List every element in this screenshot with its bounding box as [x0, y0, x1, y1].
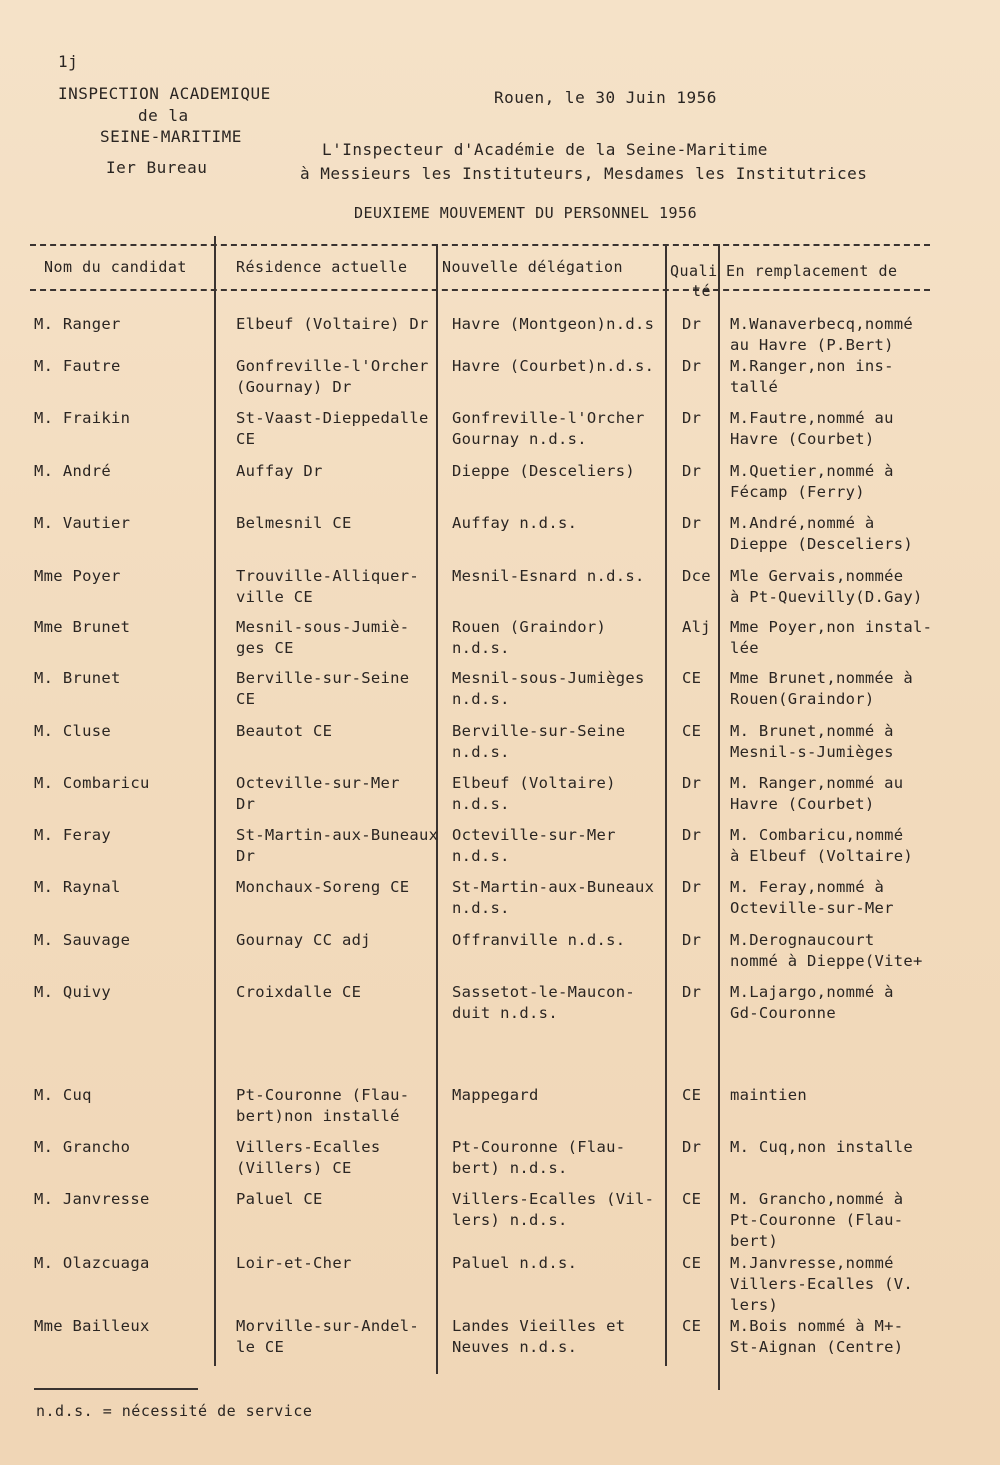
qualite: CE — [682, 1254, 702, 1272]
replacement-line: M. Ranger,nommé au — [730, 774, 904, 792]
replacement-line: M.Derognaucourt — [730, 931, 875, 949]
new-delegation-line: Landes Vieilles et — [452, 1317, 626, 1335]
new-delegation-line: Villers-Ecalles (Vil- — [452, 1190, 655, 1208]
current-residence-line: Croixdalle CE — [236, 983, 362, 1001]
table-row — [0, 1189, 1000, 1250]
new-delegation-line: lers) n.d.s. — [452, 1211, 568, 1229]
candidate-name: M. Vautier — [34, 514, 131, 532]
current-residence-line: Belmesnil CE — [236, 514, 352, 532]
replacement-line: Fécamp (Ferry) — [730, 483, 865, 501]
replacement-line: M.André,nommé à — [730, 514, 875, 532]
current-residence-line: Pt-Couronne (Flau- — [236, 1086, 410, 1104]
qualite: Dr — [682, 983, 702, 1001]
replacement-line: Villers-Ecalles (V. — [730, 1275, 914, 1293]
qualite: Dr — [682, 409, 702, 427]
new-delegation-line: Pt-Couronne (Flau- — [452, 1138, 626, 1156]
new-delegation-line: Berville-sur-Seine — [452, 722, 626, 740]
replacement-line: M.Wanaverbecq,nommé — [730, 315, 914, 333]
table-row — [0, 356, 1000, 408]
column-header-qualite-1: Quali — [670, 262, 718, 280]
replacement-line: Pt-Couronne (Flau- — [730, 1211, 904, 1229]
new-delegation-line: n.d.s. — [452, 690, 510, 708]
table-row — [0, 825, 1000, 877]
current-residence-line: Octeville-sur-Mer — [236, 774, 400, 792]
replacement-line: Dieppe (Desceliers) — [730, 535, 914, 553]
replacement-line: bert) — [730, 1232, 779, 1250]
current-residence-line: (Gournay) Dr — [236, 378, 352, 396]
issuer-line-2: de la — [138, 106, 189, 125]
current-residence-line: Berville-sur-Seine — [236, 669, 410, 687]
addressee-line-1: L'Inspecteur d'Académie de la Seine-Maritime — [322, 140, 768, 159]
new-delegation-line: bert) n.d.s. — [452, 1159, 568, 1177]
qualite: Dr — [682, 931, 702, 949]
document-title: DEUXIEME MOUVEMENT DU PERSONNEL 1956 — [354, 204, 698, 222]
candidate-name: M. Fautre — [34, 357, 121, 375]
new-delegation-line: Mesnil-sous-Jumièges — [452, 669, 645, 687]
table-row — [0, 668, 1000, 720]
column-header-name: Nom du candidat — [44, 258, 187, 276]
current-residence-line: Elbeuf (Voltaire) Dr — [236, 315, 429, 333]
issuer-line-4: Ier Bureau — [106, 158, 208, 177]
current-residence-line: Dr — [236, 847, 256, 865]
new-delegation-line: Gonfreville-l'Orcher — [452, 409, 645, 427]
replacement-line: maintien — [730, 1086, 808, 1104]
new-delegation-line: Auffay n.d.s. — [452, 514, 578, 532]
candidate-name: Mme Bailleux — [34, 1317, 150, 1335]
qualite: Dr — [682, 315, 702, 333]
qualite: Dr — [682, 462, 702, 480]
column-header-replacement: En remplacement de — [726, 262, 898, 280]
replacement-line: St-Aignan (Centre) — [730, 1338, 904, 1356]
candidate-name: M. Feray — [34, 826, 112, 844]
current-residence-line: Paluel CE — [236, 1190, 323, 1208]
new-delegation-line: Mappegard — [452, 1086, 539, 1104]
addressee-line-2: à Messieurs les Instituteurs, Mesdames les Institutrices — [300, 164, 868, 183]
current-residence-line: CE — [236, 690, 256, 708]
new-delegation-line: n.d.s. — [452, 899, 510, 917]
issuer-line-1: INSPECTION ACADEMIQUE — [58, 84, 271, 103]
current-residence-line: Trouville-Alliquer- — [236, 567, 420, 585]
qualite: CE — [682, 1086, 702, 1104]
candidate-name: M. Grancho — [34, 1138, 131, 1156]
new-delegation-line: n.d.s. — [452, 743, 510, 761]
table-row — [0, 1316, 1000, 1368]
qualite: Dr — [682, 774, 702, 792]
table-row — [0, 877, 1000, 929]
column-header-qualite-2: té — [692, 282, 712, 300]
candidate-name: M. Sauvage — [34, 931, 131, 949]
column-header-residence: Résidence actuelle — [236, 258, 408, 276]
replacement-line: tallé — [730, 378, 779, 396]
new-delegation-line: n.d.s. — [452, 795, 510, 813]
new-delegation-line: Neuves n.d.s. — [452, 1338, 578, 1356]
replacement-line: M. Feray,nommé à — [730, 878, 885, 896]
qualite: Dr — [682, 878, 702, 896]
replacement-line: M.Ranger,non ins- — [730, 357, 894, 375]
current-residence-line: Morville-sur-Andel- — [236, 1317, 420, 1335]
replacement-line: Havre (Courbet) — [730, 795, 875, 813]
candidate-name: Mme Poyer — [34, 567, 121, 585]
candidate-name: M. André — [34, 462, 112, 480]
new-delegation-line: Gournay n.d.s. — [452, 430, 587, 448]
qualite: CE — [682, 1190, 702, 1208]
new-delegation-line: Elbeuf (Voltaire) — [452, 774, 616, 792]
replacement-line: M.Fautre,nommé au — [730, 409, 894, 427]
current-residence-line: Beautot CE — [236, 722, 333, 740]
candidate-name: M. Brunet — [34, 669, 121, 687]
candidate-name: M. Janvresse — [34, 1190, 150, 1208]
table-row — [0, 721, 1000, 773]
table-row — [0, 1085, 1000, 1137]
replacement-line: M. Cuq,non installe — [730, 1138, 914, 1156]
candidate-name: Mme Brunet — [34, 618, 131, 636]
replacement-line: Mme Brunet,nommée à — [730, 669, 914, 687]
replacement-line: M. Combaricu,nommé — [730, 826, 904, 844]
place-date: Rouen, le 30 Juin 1956 — [494, 88, 717, 107]
new-delegation-line: St-Martin-aux-Buneaux — [452, 878, 655, 896]
replacement-line: lée — [730, 639, 759, 657]
table-row — [0, 461, 1000, 513]
replacement-line: M.Quetier,nommé à — [730, 462, 894, 480]
replacement-line: M.Janvresse,nommé — [730, 1254, 894, 1272]
table-row — [0, 408, 1000, 460]
current-residence-line: CE — [236, 430, 256, 448]
table-row — [0, 1137, 1000, 1189]
new-delegation-line: Havre (Courbet)n.d.s. — [452, 357, 655, 375]
new-delegation-line: Sassetot-le-Maucon- — [452, 983, 636, 1001]
new-delegation-line: Rouen (Graindor) — [452, 618, 607, 636]
current-residence-line: ges CE — [236, 639, 294, 657]
qualite: Dr — [682, 514, 702, 532]
current-residence-line: Gonfreville-l'Orcher — [236, 357, 429, 375]
candidate-name: M. Combaricu — [34, 774, 150, 792]
current-residence-line: Loir-et-Cher — [236, 1254, 352, 1272]
qualite: Dr — [682, 1138, 702, 1156]
replacement-line: lers) — [730, 1296, 779, 1314]
table-row — [0, 513, 1000, 565]
qualite: CE — [682, 1317, 702, 1335]
current-residence-line: Villers-Ecalles — [236, 1138, 381, 1156]
new-delegation-line: Paluel n.d.s. — [452, 1254, 578, 1272]
candidate-name: M. Quivy — [34, 983, 112, 1001]
replacement-line: Havre (Courbet) — [730, 430, 875, 448]
qualite: Dr — [682, 826, 702, 844]
candidate-name: M. Ranger — [34, 315, 121, 333]
replacement-line: nommé à Dieppe(Vite+ — [730, 952, 923, 970]
new-delegation-line: n.d.s. — [452, 639, 510, 657]
candidate-name: M. Cuq — [34, 1086, 92, 1104]
table-row — [0, 982, 1000, 1034]
replacement-line: M.Bois nommé à M+- — [730, 1317, 904, 1335]
replacement-line: Rouen(Graindor) — [730, 690, 875, 708]
footnote-rule — [34, 1388, 198, 1390]
replacement-line: Octeville-sur-Mer — [730, 899, 894, 917]
new-delegation-line: Octeville-sur-Mer — [452, 826, 616, 844]
table-top-rule — [30, 244, 930, 246]
qualite: Dr — [682, 357, 702, 375]
issuer-line-3: SEINE-MARITIME — [100, 127, 242, 146]
candidate-name: M. Fraikin — [34, 409, 131, 427]
candidate-name: M. Olazcuaga — [34, 1254, 150, 1272]
replacement-line: au Havre (P.Bert) — [730, 336, 894, 354]
current-residence-line: St-Martin-aux-Buneaux — [236, 826, 439, 844]
table-row — [0, 566, 1000, 618]
new-delegation-line: Havre (Montgeon)n.d.s — [452, 315, 655, 333]
qualite: CE — [682, 669, 702, 687]
replacement-line: Mme Poyer,non instal- — [730, 618, 933, 636]
new-delegation-line: Dieppe (Desceliers) — [452, 462, 636, 480]
replacement-line: à Pt-Quevilly(D.Gay) — [730, 588, 923, 606]
new-delegation-line: duit n.d.s. — [452, 1004, 558, 1022]
current-residence-line: Monchaux-Soreng CE — [236, 878, 410, 896]
table-row — [0, 930, 1000, 982]
footnote: n.d.s. = nécessité de service — [36, 1402, 313, 1420]
replacement-line: M.Lajargo,nommé à — [730, 983, 894, 1001]
candidate-name: M. Raynal — [34, 878, 121, 896]
replacement-line: M. Brunet,nommé à — [730, 722, 894, 740]
table-row — [0, 617, 1000, 669]
current-residence-line: St-Vaast-Dieppedalle — [236, 409, 429, 427]
current-residence-line: Auffay Dr — [236, 462, 323, 480]
replacement-line: Mle Gervais,nommée — [730, 567, 904, 585]
replacement-line: M. Grancho,nommé à — [730, 1190, 904, 1208]
header-bottom-rule — [30, 289, 930, 291]
candidate-name: M. Cluse — [34, 722, 112, 740]
new-delegation-line: n.d.s. — [452, 847, 510, 865]
table-row — [0, 773, 1000, 825]
table-row — [0, 1253, 1000, 1314]
new-delegation-line: Mesnil-Esnard n.d.s. — [452, 567, 645, 585]
current-residence-line: Dr — [236, 795, 256, 813]
replacement-line: Mesnil-s-Jumièges — [730, 743, 894, 761]
current-residence-line: (Villers) CE — [236, 1159, 352, 1177]
qualite: Dce — [682, 567, 711, 585]
current-residence-line: bert)non installé — [236, 1107, 400, 1125]
current-residence-line: le CE — [236, 1338, 285, 1356]
current-residence-line: ville CE — [236, 588, 314, 606]
qualite: CE — [682, 722, 702, 740]
current-residence-line: Gournay CC adj — [236, 931, 371, 949]
current-residence-line: Mesnil-sous-Jumiè- — [236, 618, 410, 636]
page-number: 1j — [58, 52, 79, 71]
replacement-line: à Elbeuf (Voltaire) — [730, 847, 914, 865]
replacement-line: Gd-Couronne — [730, 1004, 836, 1022]
qualite: Alj — [682, 618, 711, 636]
new-delegation-line: Offranville n.d.s. — [452, 931, 626, 949]
column-header-delegation: Nouvelle délégation — [442, 258, 624, 276]
